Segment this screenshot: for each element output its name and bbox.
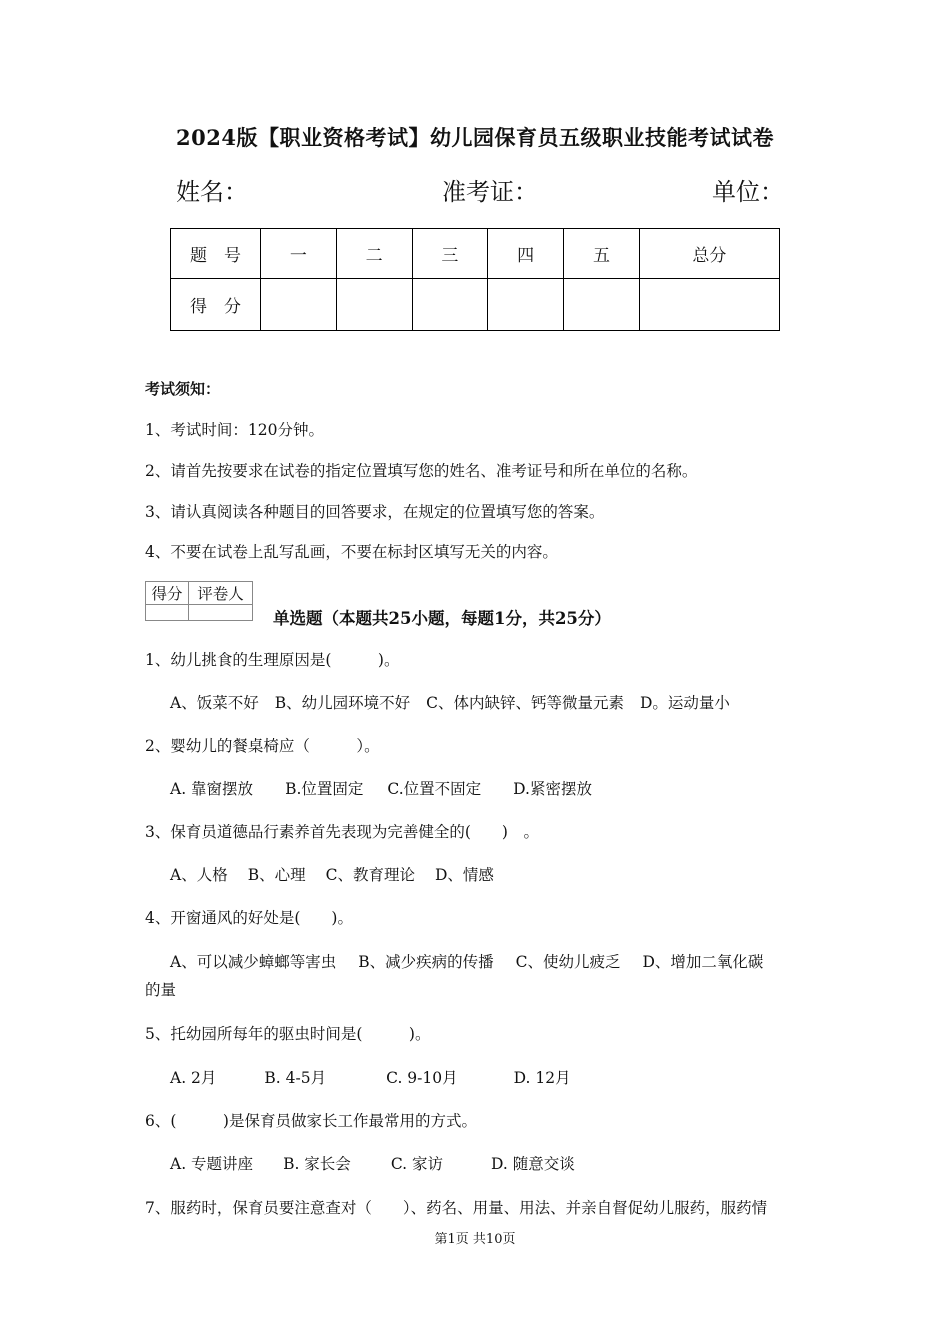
option: B. 家长会: [283, 1155, 351, 1173]
score-row-label: 得 分: [171, 279, 261, 331]
question-1-options: [170, 691, 730, 713]
option: C、体内缺锌、钙等微量元素: [426, 694, 624, 712]
question-2-options: [170, 777, 592, 799]
unit-field-label: 单位：: [712, 178, 784, 206]
score-cell[interactable]: [639, 279, 779, 331]
score-cell[interactable]: [564, 279, 640, 331]
option: D.紧密摆放: [513, 780, 592, 798]
question-2: 2、婴幼儿的餐桌椅应（ ）。: [145, 737, 380, 755]
option: A. 专题讲座: [170, 1155, 254, 1173]
notice-item: 4、不要在试卷上乱写乱画，不要在标封区填写无关的内容。: [145, 543, 558, 561]
option: D。运动量小: [639, 694, 730, 712]
score-table-header-cell: 总分: [639, 229, 779, 279]
option: B、减少疾病的传播: [358, 953, 494, 971]
notice-item: 2、请首先按要求在试卷的指定位置填写您的姓名、准考证号和所在单位的名称。: [145, 462, 698, 480]
option: D. 随意交谈: [490, 1155, 575, 1173]
score-cell[interactable]: [488, 279, 564, 331]
score-table-header-cell: 题 号: [171, 229, 261, 279]
question-1: 1、幼儿挑食的生理原因是( )。: [145, 651, 400, 669]
score-table-score-row: [171, 279, 780, 331]
option: A、可以减少蟑螂等害虫: [170, 953, 337, 971]
score-table: [170, 228, 780, 331]
option: A、饭菜不好: [170, 694, 259, 712]
score-cell[interactable]: [412, 279, 488, 331]
grader-score-label: 得分: [146, 582, 189, 605]
grader-score-cell[interactable]: [146, 605, 189, 621]
grader-reviewer-label: 评卷人: [189, 582, 253, 605]
score-table-header-cell: 二: [336, 229, 412, 279]
option: C、使幼儿疲乏: [515, 953, 621, 971]
option: C.位置不固定: [387, 780, 482, 798]
option: B.位置固定: [285, 780, 364, 798]
option: A. 2月: [170, 1069, 217, 1087]
score-table-header-cell: 四: [488, 229, 564, 279]
name-field-label: 姓名：: [176, 178, 248, 206]
option: C. 9-10月: [386, 1069, 458, 1087]
score-table-header-cell: 一: [261, 229, 337, 279]
option: D、增加二氧化碳: [642, 953, 764, 971]
question-4: 4、开窗通风的好处是( )。: [145, 909, 353, 927]
question-3: 3、保育员道德品行素养首先表现为完善健全的( ) 。: [145, 823, 539, 841]
question-7: 7、服药时，保育员要注意查对（ ）、药名、用量、用法、并亲自督促幼儿服药，服药情: [145, 1199, 768, 1217]
question-6-options: [170, 1152, 575, 1174]
option: A、人格: [170, 866, 228, 884]
option: B、心理: [247, 866, 306, 884]
notice-item: 1、考试时间：120分钟。: [145, 421, 324, 439]
exam-title: 2024版【职业资格考试】幼儿园保育员五级职业技能考试试卷: [176, 125, 774, 150]
option: B、幼儿园环境不好: [274, 694, 411, 712]
option: D. 12月: [513, 1069, 571, 1087]
question-4-wrap: 的量: [145, 981, 177, 999]
option: B. 4-5月: [264, 1069, 327, 1087]
score-table-header-row: [171, 229, 780, 279]
option: D、情感: [434, 866, 494, 884]
score-table-header-cell: 五: [564, 229, 640, 279]
score-cell[interactable]: [261, 279, 337, 331]
page-footer: 第1页 共10页: [434, 1232, 516, 1247]
question-6: 6、( )是保育员做家长工作最常用的方式。: [145, 1112, 477, 1130]
grader-reviewer-cell[interactable]: [189, 605, 253, 621]
question-4-options: [170, 950, 763, 972]
notice-heading: 考试须知：: [145, 380, 221, 398]
option: C. 家访: [390, 1155, 443, 1173]
option: A. 靠窗摆放: [170, 780, 254, 798]
score-table-header-cell: 三: [412, 229, 488, 279]
option: C、教育理论: [325, 866, 415, 884]
notice-item: 3、请认真阅读各种题目的回答要求，在规定的位置填写您的答案。: [145, 503, 605, 521]
question-3-options: [170, 863, 494, 885]
exam-id-field-label: 准考证：: [442, 178, 538, 206]
question-5: 5、托幼园所每年的驱虫时间是( )。: [145, 1025, 431, 1043]
score-cell[interactable]: [336, 279, 412, 331]
grader-box: [145, 581, 253, 621]
section-title: 单选题（本题共25小题，每题1分，共25分）: [273, 609, 611, 628]
question-5-options: [170, 1066, 571, 1088]
